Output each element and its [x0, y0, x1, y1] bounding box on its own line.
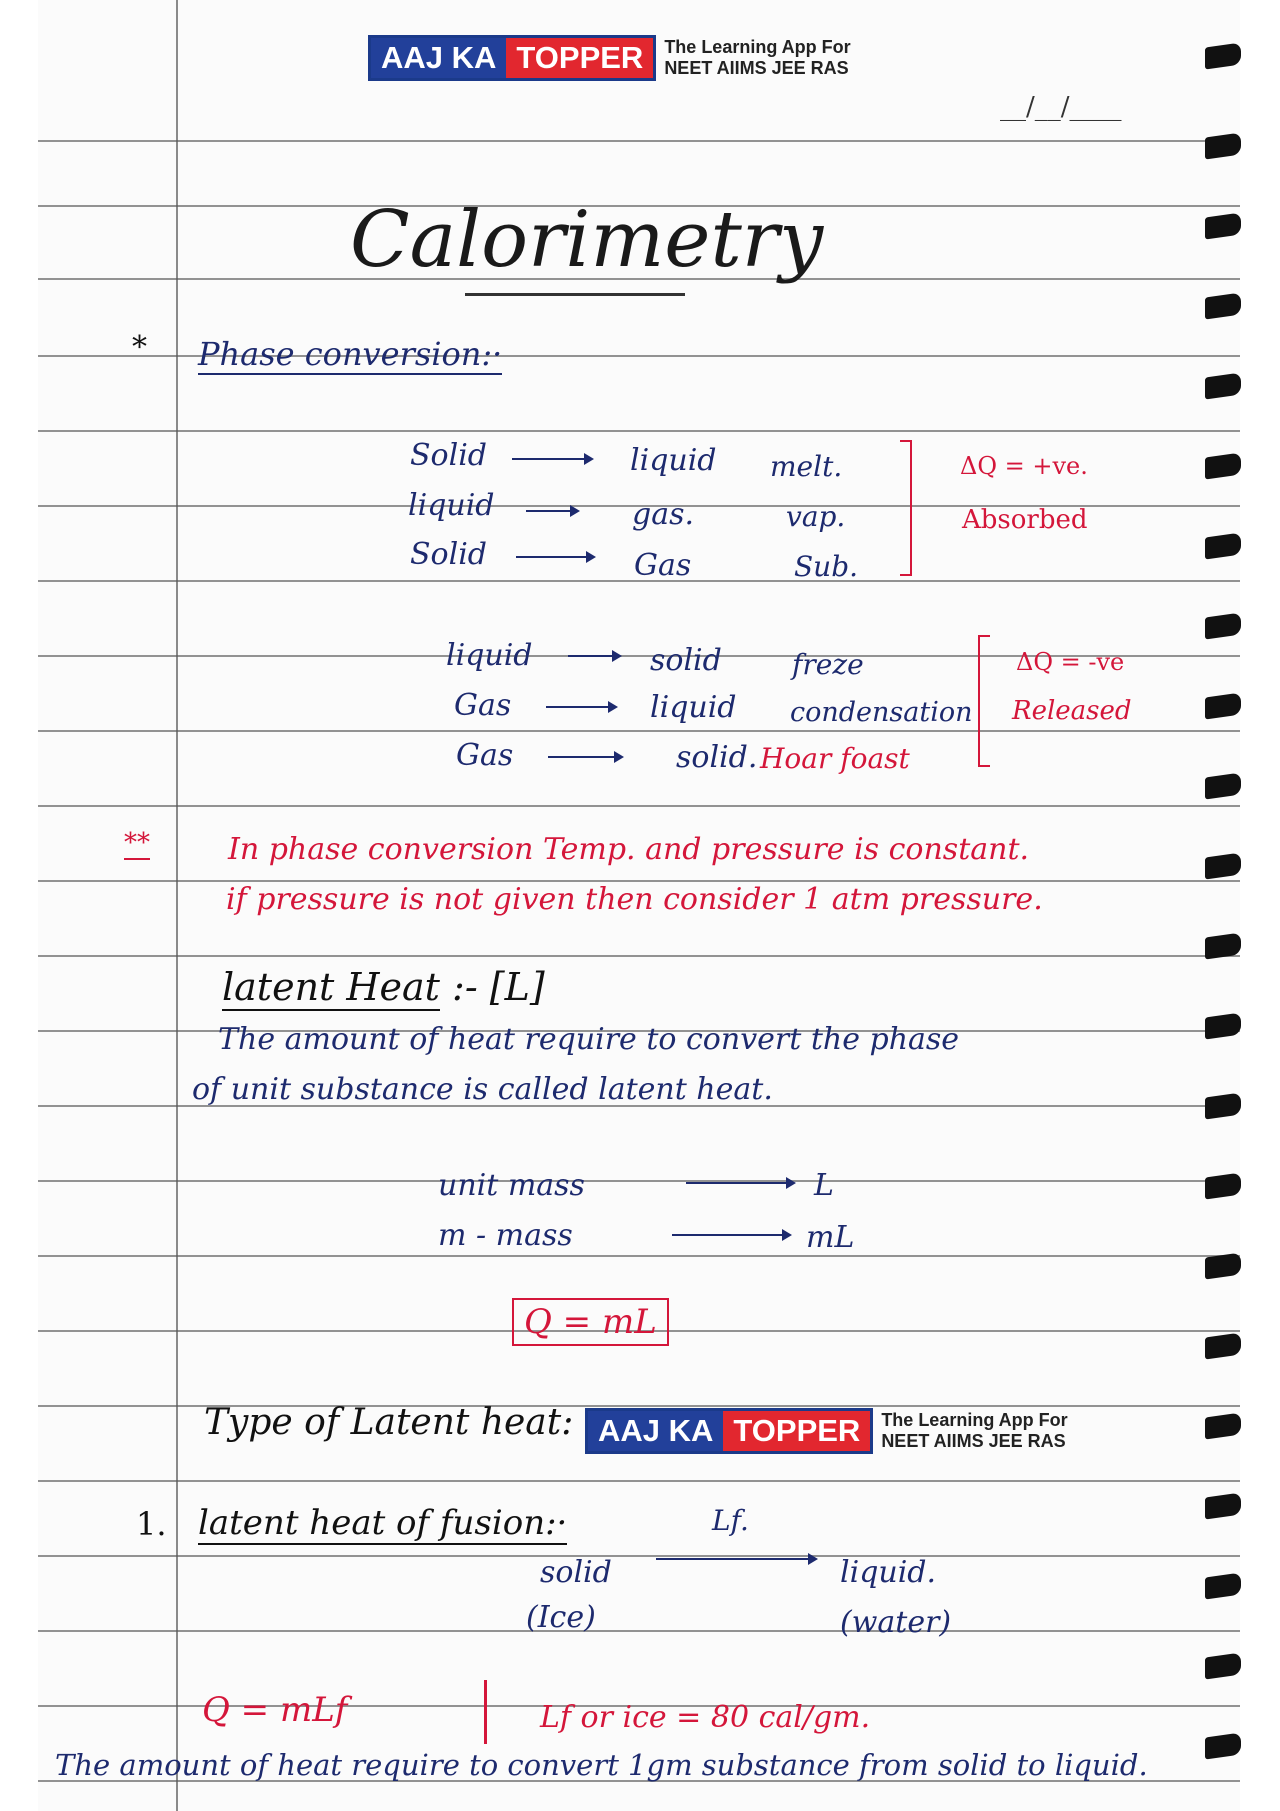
release-to-1: solid: [650, 643, 722, 678]
absorbed-label: Absorbed: [962, 505, 1088, 535]
fusion-arrow-label: Lf.: [712, 1504, 749, 1537]
absorbed-sign: ΔQ = +ve.: [960, 452, 1088, 480]
latent-definition-1: The amount of heat require to convert the phase: [218, 1022, 960, 1057]
page-title: Calorimetry: [350, 195, 824, 285]
logo-tagline-1: The Learning App For: [881, 1410, 1068, 1430]
logo-topper: TOPPER: [506, 38, 653, 78]
release-from-3: Gas: [456, 738, 514, 773]
release-to-2: liquid: [650, 690, 737, 725]
fusion-from: solid: [540, 1555, 612, 1590]
margin-line: [176, 0, 178, 1811]
release-to-3: solid.: [676, 740, 758, 775]
arrow-icon: [512, 458, 592, 460]
fusion-formula: Q = mLf: [202, 1690, 348, 1730]
arrow-icon: [568, 655, 620, 657]
absorb-name-1: melt.: [770, 450, 843, 483]
release-from-2: Gas: [454, 688, 512, 723]
bullet-star: *: [132, 330, 147, 365]
arrow-icon: [672, 1234, 790, 1236]
phase-heading: Phase conversion:·: [198, 335, 503, 373]
absorb-name-2: vap.: [786, 500, 846, 533]
title-underline: [465, 293, 685, 296]
logo-topper: TOPPER: [723, 1411, 870, 1451]
released-label: Released: [1012, 696, 1132, 726]
logo-aaj-ka: AAJ KA: [371, 38, 506, 78]
brand-logo: [368, 35, 851, 81]
ice-latent-value: Lf or ice = 80 cal/gm.: [540, 1700, 871, 1735]
release-from-1: liquid: [446, 638, 533, 673]
logo-aaj-ka: AAJ KA: [588, 1411, 723, 1451]
absorb-from-2: liquid: [408, 488, 495, 523]
absorb-to-3: Gas: [634, 548, 692, 583]
note-marker: **: [124, 828, 150, 858]
unit-mass-label: unit mass: [438, 1168, 585, 1203]
absorb-from-1: Solid: [410, 438, 488, 473]
fusion-definition: The amount of heat require to convert 1gm substance from solid to liquid.: [55, 1748, 1148, 1782]
unit-mass-value: L: [814, 1168, 834, 1203]
logo-tagline-1: The Learning App For: [664, 37, 851, 57]
absorb-from-3: Solid: [410, 537, 488, 572]
fusion-heading: latent heat of fusion:·: [198, 1503, 568, 1543]
absorb-to-1: liquid: [630, 443, 717, 478]
note-line-2: if pressure is not given then consider 1 atm pressure.: [226, 882, 1043, 917]
brand-logo-secondary: [585, 1408, 1068, 1454]
arrow-icon: [516, 556, 594, 558]
date-field: __/__/____: [1000, 92, 1122, 122]
arrow-icon: [686, 1182, 794, 1184]
absorb-to-2: gas.: [632, 497, 695, 532]
absorb-name-3: Sub.: [794, 550, 859, 583]
release-name-1: freze: [792, 648, 864, 681]
fusion-to-note: (water): [840, 1605, 952, 1640]
logo-tagline-2: NEET AIIMS JEE RAS: [881, 1431, 1066, 1451]
note-line-1: In phase conversion Temp. and pressure is constant.: [228, 832, 1030, 867]
divider: [484, 1680, 487, 1744]
arrow-icon: [546, 706, 616, 708]
fusion-to: liquid.: [840, 1555, 937, 1590]
arrow-icon: [656, 1558, 816, 1560]
formula-q-ml: Q = mL: [512, 1298, 669, 1346]
logo-tagline-2: NEET AIIMS JEE RAS: [664, 58, 849, 78]
fusion-from-note: (Ice): [526, 1600, 596, 1635]
bracket-released: [978, 635, 990, 767]
latent-heading: latent Heat :- [L]: [222, 965, 545, 1009]
release-name-3: Hoar foast: [760, 742, 910, 775]
release-name-2: condensation: [790, 697, 973, 728]
m-mass-label: m - mass: [438, 1218, 573, 1253]
released-sign: ΔQ = -ve: [1016, 648, 1125, 676]
bracket-absorbed: [900, 440, 912, 576]
m-mass-value: mL: [806, 1220, 855, 1255]
arrow-icon: [526, 510, 578, 512]
latent-definition-2: of unit substance is called latent heat.: [192, 1072, 773, 1107]
item-number: 1.: [136, 1505, 167, 1543]
types-heading: Type of Latent heat:: [204, 1402, 574, 1443]
arrow-icon: [548, 756, 622, 758]
